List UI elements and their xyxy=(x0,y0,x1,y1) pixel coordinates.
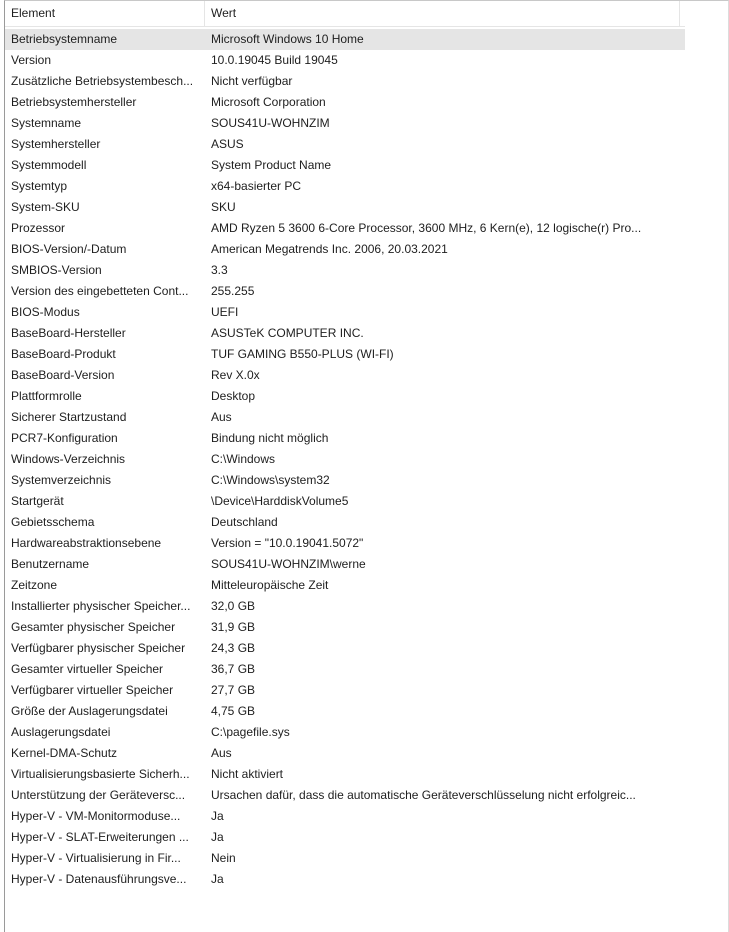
row-value: 36,7 GB xyxy=(211,662,256,676)
table-row[interactable] xyxy=(5,575,685,596)
row-element-name: Benutzername xyxy=(11,557,90,571)
table-row[interactable] xyxy=(5,722,685,743)
row-value: UEFI xyxy=(211,305,239,319)
row-value: Mitteleuropäische Zeit xyxy=(211,578,329,592)
row-value: 4,75 GB xyxy=(211,704,256,718)
row-value: TUF GAMING B550-PLUS (WI-FI) xyxy=(211,347,394,361)
table-row[interactable] xyxy=(5,701,685,722)
table-row[interactable] xyxy=(5,260,685,281)
row-element-name: BaseBoard-Produkt xyxy=(11,347,116,361)
row-value: Bindung nicht möglich xyxy=(211,431,329,445)
row-value: Nicht aktiviert xyxy=(211,767,284,781)
row-value: C:\Windows\system32 xyxy=(211,473,330,487)
row-element-name: BaseBoard-Version xyxy=(11,368,115,382)
row-element-name: Version des eingebetteten Cont... xyxy=(11,284,189,298)
row-value: 3.3 xyxy=(211,263,228,277)
row-value: SOUS41U-WOHNZIM xyxy=(211,116,330,130)
row-value: SOUS41U-WOHNZIM\werne xyxy=(211,557,366,571)
row-value: 32,0 GB xyxy=(211,599,256,613)
row-value: Rev X.0x xyxy=(211,368,260,382)
table-row[interactable] xyxy=(5,428,685,449)
row-value: Ursachen dafür, dass die automatische Geräteverschlüsselung nicht erfolgreic... xyxy=(211,788,636,802)
row-element-name: Hardwareabstraktionsebene xyxy=(11,536,162,550)
row-element-name: BIOS-Modus xyxy=(11,305,80,319)
system-summary-list xyxy=(4,0,729,932)
column-header-element[interactable]: Element xyxy=(5,1,205,26)
table-row[interactable] xyxy=(5,659,685,680)
table-row[interactable] xyxy=(5,617,685,638)
table-row[interactable] xyxy=(5,470,685,491)
row-element-name: Betriebsystemhersteller xyxy=(11,95,137,109)
table-row[interactable] xyxy=(5,365,685,386)
row-element-name: Gesamter virtueller Speicher xyxy=(11,662,164,676)
row-element-name: Betriebsystemname xyxy=(11,32,118,46)
row-element-name: BIOS-Version/-Datum xyxy=(11,242,127,256)
table-row[interactable] xyxy=(5,806,685,827)
table-row[interactable] xyxy=(5,239,685,260)
table-row[interactable] xyxy=(5,113,685,134)
row-element-name: Installierter physischer Speicher... xyxy=(11,599,191,613)
table-row[interactable] xyxy=(5,764,685,785)
table-row[interactable] xyxy=(5,407,685,428)
table-row[interactable] xyxy=(5,638,685,659)
list-rows xyxy=(5,29,685,890)
row-element-name: Systemmodell xyxy=(11,158,87,172)
table-row[interactable] xyxy=(5,596,685,617)
row-value: Nicht verfügbar xyxy=(211,74,293,88)
table-row[interactable] xyxy=(5,785,685,806)
row-element-name: Startgerät xyxy=(11,494,64,508)
row-value: Aus xyxy=(211,410,232,424)
table-row[interactable] xyxy=(5,50,685,71)
table-row[interactable] xyxy=(5,386,685,407)
row-value: x64-basierter PC xyxy=(211,179,302,193)
table-row[interactable] xyxy=(5,491,685,512)
table-row[interactable] xyxy=(5,281,685,302)
row-element-name: Systemverzeichnis xyxy=(11,473,112,487)
table-row[interactable] xyxy=(5,176,685,197)
row-element-name: Prozessor xyxy=(11,221,66,235)
table-row[interactable] xyxy=(5,827,685,848)
table-row[interactable] xyxy=(5,848,685,869)
row-value: Ja xyxy=(211,830,224,844)
row-value: American Megatrends Inc. 2006, 20.03.2021 xyxy=(211,242,448,256)
row-element-name: Version xyxy=(11,53,52,67)
row-value: Desktop xyxy=(211,389,256,403)
row-element-name: Hyper-V - Datenausführungsve... xyxy=(11,872,187,886)
row-value: ASUS xyxy=(211,137,244,151)
row-value: \Device\HarddiskVolume5 xyxy=(211,494,349,508)
row-element-name: Kernel-DMA-Schutz xyxy=(11,746,118,760)
table-row[interactable] xyxy=(5,323,685,344)
row-value: 31,9 GB xyxy=(211,620,256,634)
table-row[interactable] xyxy=(5,155,685,176)
table-row[interactable] xyxy=(5,680,685,701)
table-row[interactable] xyxy=(5,743,685,764)
table-row[interactable] xyxy=(5,134,685,155)
row-value: AMD Ryzen 5 3600 6-Core Processor, 3600 MHz, 6 Kern(e), 12 logische(r) Pro... xyxy=(211,221,642,235)
row-element-name: PCR7-Konfiguration xyxy=(11,431,118,445)
row-value: ASUSTeK COMPUTER INC. xyxy=(211,326,364,340)
row-element-name: Virtualisierungsbasierte Sicherh... xyxy=(11,767,190,781)
row-value: System Product Name xyxy=(211,158,332,172)
table-row[interactable] xyxy=(5,302,685,323)
row-value: Ja xyxy=(211,809,224,823)
row-value: Nein xyxy=(211,851,236,865)
row-element-name: Sicherer Startzustand xyxy=(11,410,127,424)
row-element-name: Systemname xyxy=(11,116,82,130)
row-element-name: System-SKU xyxy=(11,200,80,214)
table-row[interactable] xyxy=(5,449,685,470)
column-header-value[interactable]: Wert xyxy=(205,1,680,26)
row-element-name: Plattformrolle xyxy=(11,389,82,403)
table-row[interactable] xyxy=(5,869,685,890)
row-value: SKU xyxy=(211,200,236,214)
table-row[interactable] xyxy=(5,344,685,365)
row-element-name: Hyper-V - VM-Monitormoduse... xyxy=(11,809,181,823)
table-row[interactable] xyxy=(5,554,685,575)
table-row[interactable] xyxy=(5,71,685,92)
row-value: 10.0.19045 Build 19045 xyxy=(211,53,338,67)
row-element-name: Zusätzliche Betriebsystembesch... xyxy=(11,74,194,88)
row-value: 24,3 GB xyxy=(211,641,256,655)
table-row[interactable] xyxy=(5,92,685,113)
row-element-name: Gebietsschema xyxy=(11,515,95,529)
row-value: Microsoft Corporation xyxy=(211,95,326,109)
list-header xyxy=(5,1,685,27)
table-row[interactable] xyxy=(5,29,685,50)
table-row[interactable] xyxy=(5,512,685,533)
row-value: Ja xyxy=(211,872,224,886)
row-element-name: Hyper-V - SLAT-Erweiterungen ... xyxy=(11,830,189,844)
row-element-name: BaseBoard-Hersteller xyxy=(11,326,126,340)
row-value: 27,7 GB xyxy=(211,683,256,697)
row-element-name: Hyper-V - Virtualisierung in Fir... xyxy=(11,851,181,865)
row-value: Deutschland xyxy=(211,515,278,529)
row-value: Microsoft Windows 10 Home xyxy=(211,32,364,46)
row-value: C:\pagefile.sys xyxy=(211,725,290,739)
row-value: C:\Windows xyxy=(211,452,276,466)
row-element-name: Unterstützung der Geräteversc... xyxy=(11,788,186,802)
table-row[interactable] xyxy=(5,218,685,239)
row-element-name: Verfügbarer virtueller Speicher xyxy=(11,683,174,697)
row-element-name: Gesamter physischer Speicher xyxy=(11,620,176,634)
row-element-name: Auslagerungsdatei xyxy=(11,725,111,739)
row-element-name: Windows-Verzeichnis xyxy=(11,452,126,466)
table-row[interactable] xyxy=(5,197,685,218)
row-element-name: Größe der Auslagerungsdatei xyxy=(11,704,168,718)
row-element-name: SMBIOS-Version xyxy=(11,263,102,277)
row-element-name: Systemhersteller xyxy=(11,137,101,151)
table-row[interactable] xyxy=(5,533,685,554)
row-element-name: Verfügbarer physischer Speicher xyxy=(11,641,186,655)
row-value: 255.255 xyxy=(211,284,255,298)
row-element-name: Systemtyp xyxy=(11,179,68,193)
row-value: Aus xyxy=(211,746,232,760)
row-value: Version = "10.0.19041.5072" xyxy=(211,536,364,550)
row-element-name: Zeitzone xyxy=(11,578,58,592)
